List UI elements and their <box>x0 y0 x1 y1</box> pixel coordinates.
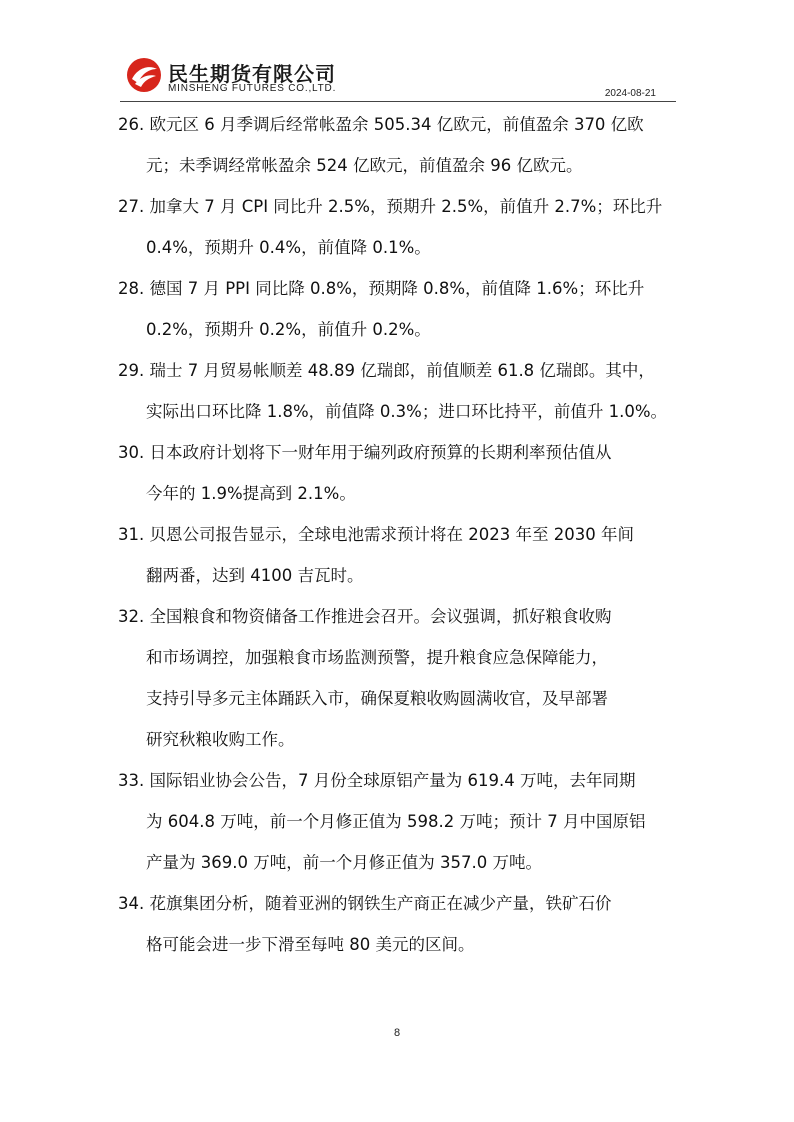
company-name-en: MINSHENG FUTURES CO.,LTD. <box>168 83 337 94</box>
page-number: 8 <box>393 1027 401 1039</box>
item-line: 元；未季调经常帐盈余 524 亿欧元，前值盈余 96 亿欧元。 <box>146 156 583 175</box>
list-item-29 <box>118 350 680 432</box>
list-item-28 <box>118 268 680 350</box>
item-line: 27. 加拿大 7 月 CPI 同比升 2.5%，预期升 2.5%，前值升 2.7%；环比升 <box>118 197 663 216</box>
item-line: 为 604.8 万吨，前一个月修正值为 598.2 万吨；预计 7 月中国原铝 <box>146 812 646 831</box>
list-item-26 <box>118 104 680 186</box>
item-line: 实际出口环比降 1.8%，前值降 0.3%；进口环比持平，前值升 1.0%。 <box>146 402 667 421</box>
item-line: 29. 瑞士 7 月贸易帐顺差 48.89 亿瑞郎，前值顺差 61.8 亿瑞郎。其中， <box>118 361 655 380</box>
item-line: 28. 德国 7 月 PPI 同比降 0.8%，预期降 0.8%，前值降 1.6%；环比升 <box>118 279 645 298</box>
list-item-30 <box>118 432 680 514</box>
list-item-34 <box>118 883 680 965</box>
item-line: 0.2%，预期升 0.2%，前值升 0.2%。 <box>146 320 431 339</box>
company-name-cn: 民生期货有限公司 <box>168 62 336 86</box>
item-line: 0.4%，预期升 0.4%，前值降 0.1%。 <box>146 238 431 257</box>
item-line: 今年的 1.9%提高到 2.1%。 <box>146 484 356 503</box>
list-item-27 <box>118 186 680 268</box>
item-line: 格可能会进一步下滑至每吨 80 美元的区间。 <box>146 935 475 954</box>
item-line: 翻两番，达到 4100 吉瓦时。 <box>146 566 364 585</box>
news-list <box>118 104 680 965</box>
item-line: 31. 贝恩公司报告显示，全球电池需求预计将在 2023 年至 2030 年间 <box>118 525 634 544</box>
item-line: 和市场调控，加强粮食市场监测预警，提升粮食应急保障能力， <box>146 648 608 667</box>
list-item-32 <box>118 596 680 760</box>
item-line: 支持引导多元主体踊跃入市，确保夏粮收购圆满收官，及早部署 <box>146 689 608 708</box>
item-line: 32. 全国粮食和物资储备工作推进会召开。会议强调，抓好粮食收购 <box>118 607 612 626</box>
list-item-33 <box>118 760 680 883</box>
report-date: 2024-08-21 <box>604 88 656 99</box>
item-line: 30. 日本政府计划将下一财年用于编列政府预算的长期利率预估值从 <box>118 443 612 462</box>
minsheng-logo-icon <box>126 57 162 93</box>
item-line: 26. 欧元区 6 月季调后经常帐盈余 505.34 亿欧元，前值盈余 370 亿欧 <box>118 115 644 134</box>
item-line: 34. 花旗集团分析，随着亚洲的钢铁生产商正在减少产量，铁矿石价 <box>118 894 612 913</box>
list-item-31 <box>118 514 680 596</box>
item-line: 研究秋粮收购工作。 <box>146 730 295 749</box>
item-line: 产量为 369.0 万吨，前一个月修正值为 357.0 万吨。 <box>146 853 542 872</box>
item-line: 33. 国际铝业协会公告，7 月份全球原铝产量为 619.4 万吨，去年同期 <box>118 771 636 790</box>
page-header <box>120 52 676 102</box>
header-divider <box>120 101 676 102</box>
